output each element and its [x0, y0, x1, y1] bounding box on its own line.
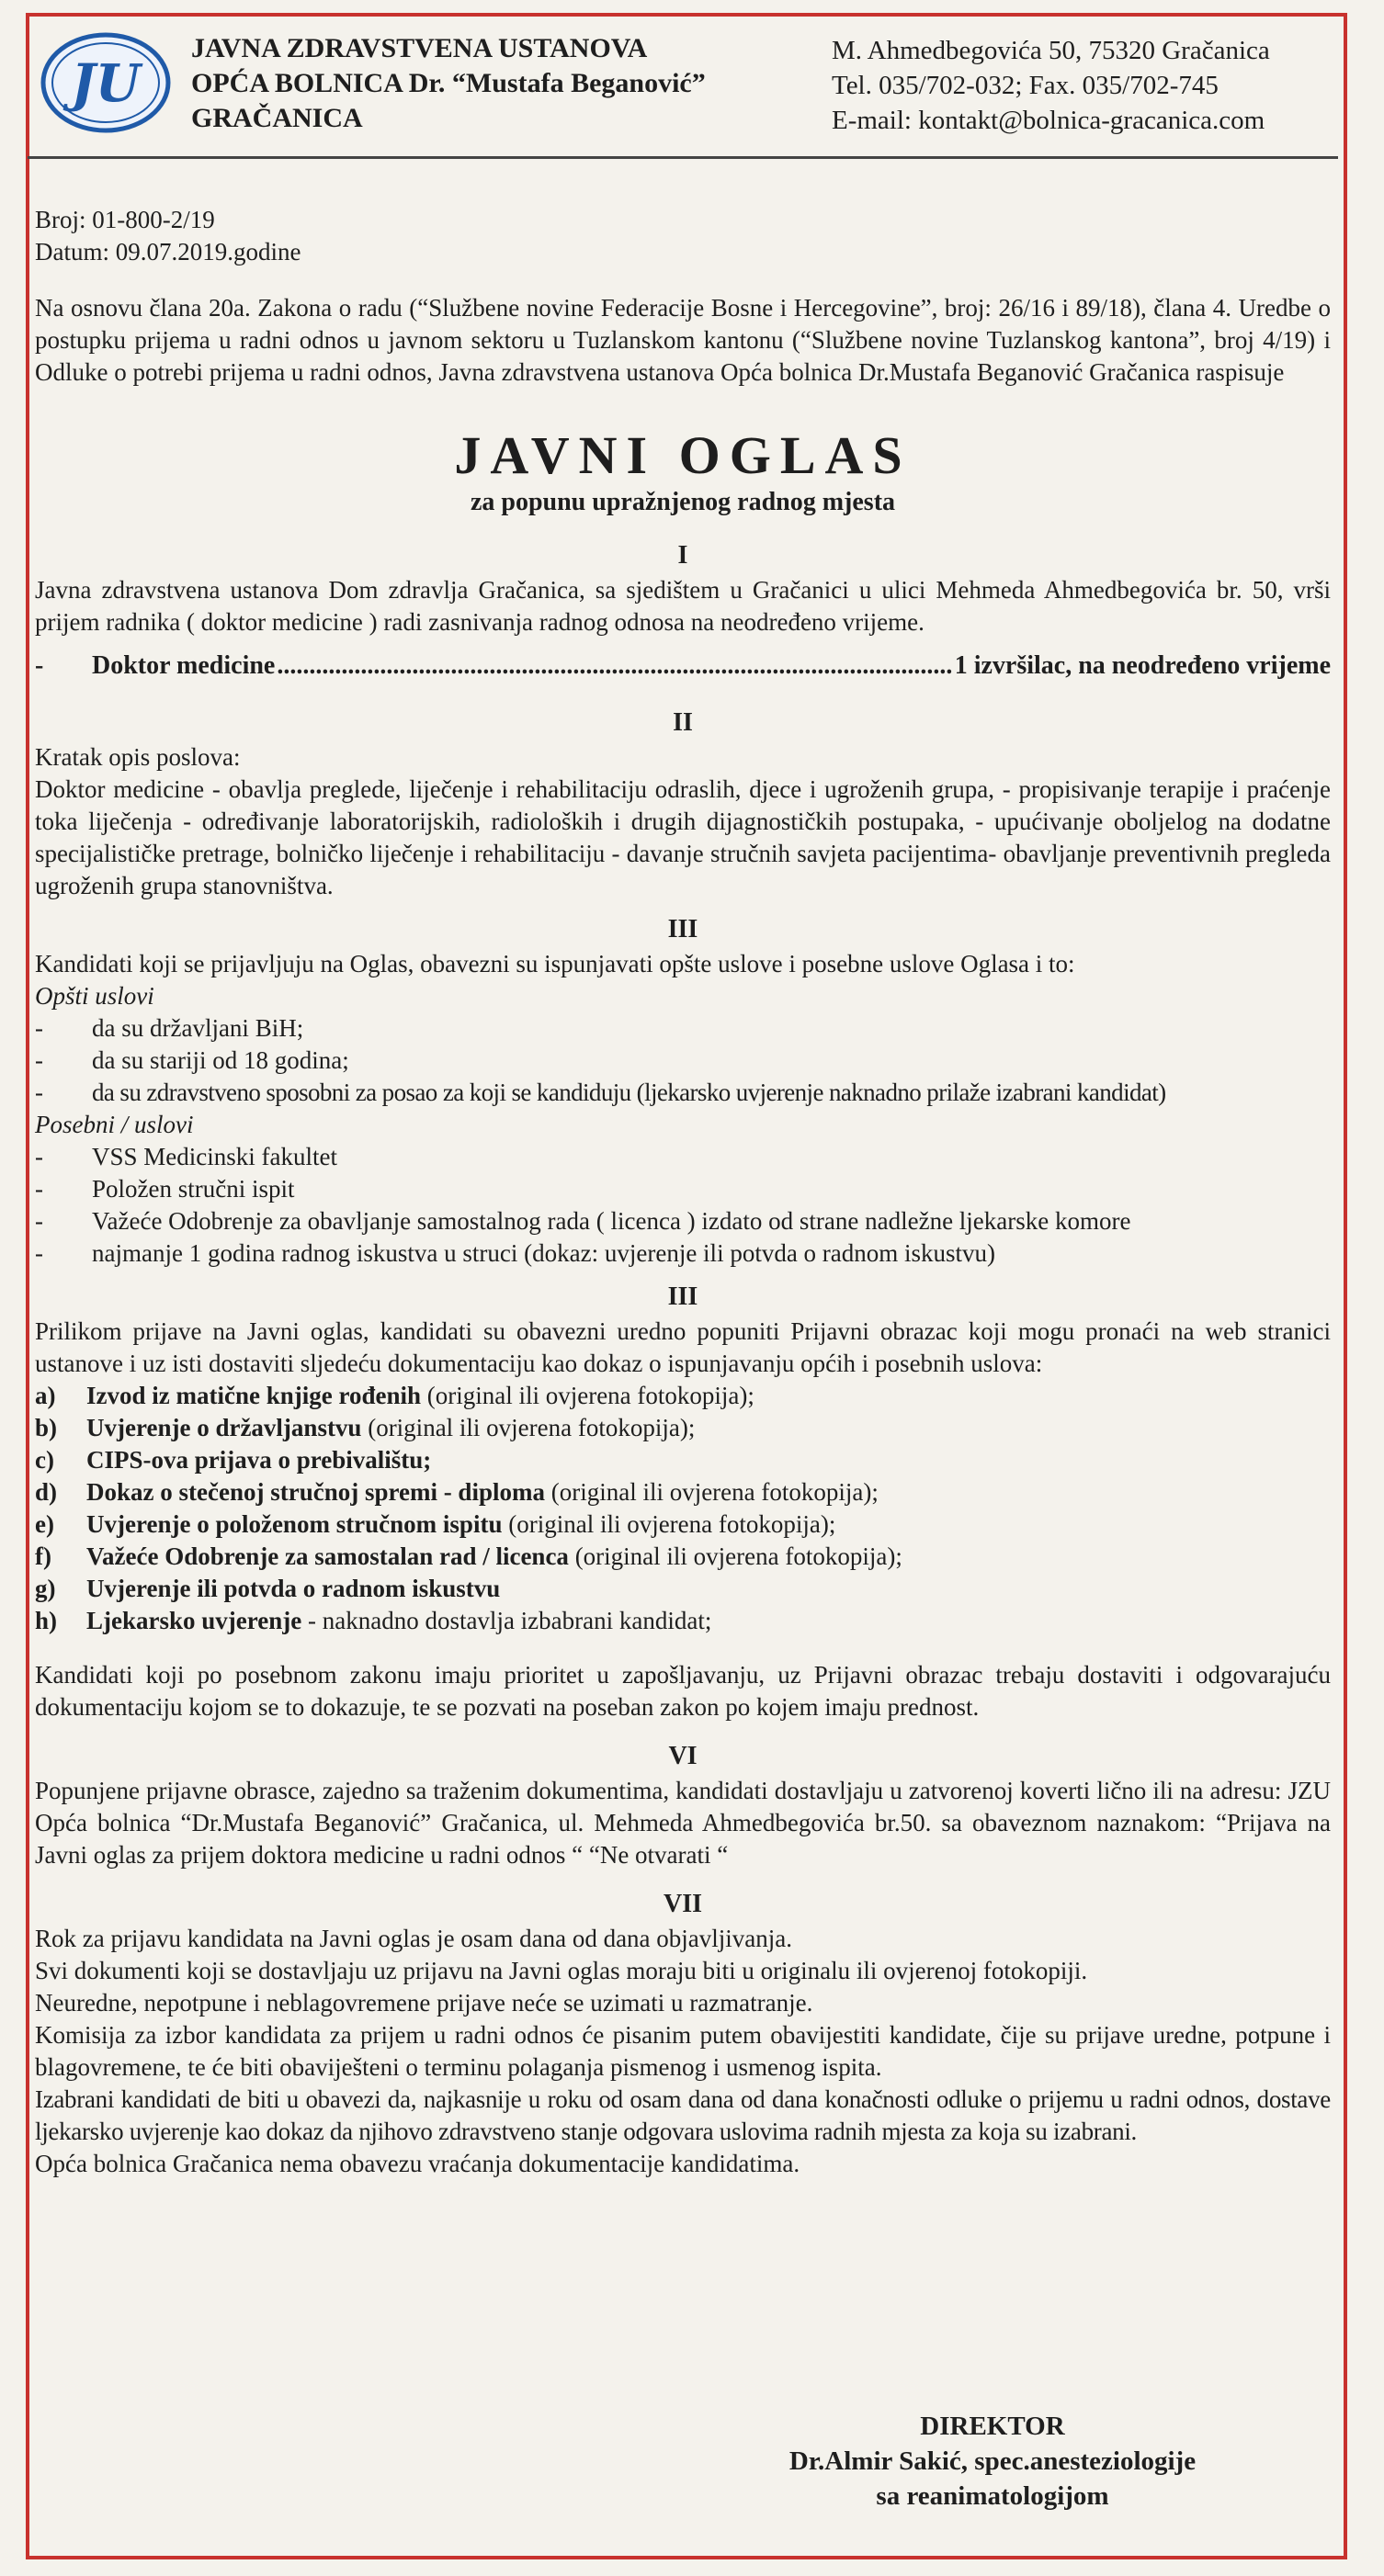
no-return-line: Opća bolnica Gračanica nema obavezu vraćanja dokumentacije kandidatima.: [35, 2150, 800, 2177]
list-item: - Položen stručni ispit: [35, 1175, 295, 1203]
list-item: - VSS Medicinski fakultet: [35, 1143, 337, 1170]
doc-date: Datum: 09.07.2019.godine: [35, 238, 301, 266]
general-conditions-heading: Opšti uslovi: [35, 982, 154, 1010]
signature-block: [754, 2409, 1231, 2514]
priority-paragraph: Kandidati koji po posebnom zakonu imaju prioritet u zapošljavanju, uz Prijavni obrazac trebaju dostaviti i odgovarajuću dokumentaciju kojom se to dokazuje, te se pozvati na poseban zakon po kojem imaju prednost.: [35, 1661, 1331, 1721]
original-docs-line: Svi dokumenti koji se dostavljaju uz prijavu na Javni oglas moraju biti u originalu ili ovjerenoj fotokopiji.: [35, 1957, 1088, 1984]
signature-role: DIREKTOR: [920, 2412, 1065, 2441]
duties-text: Doktor medicine - obavlja preglede, liječenje i rehabilitaciju odraslih, djece i ugroženih grupa, - propisivanje terapije i praćenje toka liječenja - određivanje laboratorijskih, radioloških i drugih dijagnostičkih postupaka, - upućivanje oboljelog na dodatne specijalističke pretrage, bolničko liječenje i rehabilitaciju - davanje stručnih savjeta pacijentima- obavljanje preventivnih pregleda ugroženih grupa stanovništva.: [35, 775, 1331, 899]
section-number-4: III: [667, 1282, 698, 1311]
list-item: - najmanje 1 godina radnog iskustva u struci (dokaz: uvjerenje ili potvda o radnom iskustvu): [35, 1239, 996, 1267]
signature-name: Dr.Almir Sakić, spec.anesteziologije: [788, 2446, 1197, 2476]
section-number-2: II: [673, 708, 693, 737]
list-item: - da su stariji od 18 godina;: [35, 1046, 349, 1074]
position-dash: -: [35, 651, 44, 680]
ad-body: [35, 180, 1331, 2180]
phone: Tel. 035/702-032; Fax. 035/702-745: [832, 71, 1219, 100]
section-number-3: III: [667, 915, 698, 943]
documents-intro: Prilikom prijave na Javni oglas, kandidati su obavezni uredno popuniti Prijavni obrazac koji mogu pronaći na web stranici ustanove i uz isti dostaviti sljedeću dokumentaciju kao dokaz o ispunjavanju općih i posebnih uslova:: [35, 1317, 1331, 1377]
incomplete-line: Neuredne, nepotpune i neblagovremene prijave neće se uzimati u razmatranje.: [35, 1989, 813, 2017]
address: M. Ahmedbegovića 50, 75320 Gračanica: [832, 36, 1270, 65]
deadline-line: Rok za prijavu kandidata na Javni oglas je osam dana od dana objavljivanja.: [35, 1925, 793, 1952]
document-item: h) Ljekarsko uvjerenje - naknadno dostavlja izbabrani kandidat;: [35, 1607, 712, 1634]
position-name: Doktor medicine: [92, 651, 276, 680]
submission-paragraph: Popunjene prijavne obrasce, zajedno sa traženim dokumentima, kandidati dostavljaju u zatvorenoj koverti lično ili na adresu: JZU Opća bolnica “Dr.Mustafa Beganović” Gračanica, ul. Mehmeda Ahmedbegovića br.50. sa obaveznom naznakom: “Prijava na Javni oglas za prijem doktora medicine u radni odnos “ “Ne otvarati “: [35, 1777, 1331, 1869]
section-1-text: Javna zdravstvena ustanova Dom zdravlja Gračanica, sa sjedištem u Gračanici u ulici Mehmeda Ahmedbegovića br. 50, vrši prijem radnika ( doktor medicine ) radi zasnivanja radnog odnosa na neodređeno vrijeme.: [35, 576, 1331, 636]
document-item: a) Izvod iz matične knjige rođenih (original ili ovjerena fotokopija);: [35, 1382, 754, 1409]
document-item: e) Uvjerenje o položenom stručnom ispitu (original ili ovjerena fotokopija);: [35, 1510, 836, 1538]
logo-letters: JU: [71, 53, 141, 114]
org-line-2: OPĆA BOLNICA Dr. “Mustafa Beganović”: [191, 68, 706, 98]
leader-dots: [277, 648, 952, 684]
org-line-1: JAVNA ZDRAVSTVENA USTANOVA: [191, 33, 648, 63]
org-line-3: GRAČANICA: [191, 103, 363, 133]
page-title: JAVNI OGLAS: [454, 425, 912, 485]
section-number-1: I: [677, 541, 688, 570]
list-item: - da su zdravstveno sposobni za posao za koji se kandiduju (ljekarsko uvjerenje naknadno prilaže izabrani kandidat): [35, 1079, 1166, 1106]
list-item: - da su državljani BiH;: [35, 1014, 304, 1042]
special-conditions-heading: Posebni / uslovi: [35, 1111, 194, 1138]
hospital-logo: [37, 31, 175, 134]
commission-paragraph: Komisija za izbor kandidata za prijem u radni odnos će pisanim putem obavijestiti kandidate, čije su prijave uredne, potpune i blagovremene, te će biti obaviješteni o terminu polaganja pismenog i usmenog ispita.: [35, 2021, 1331, 2081]
document-item: d) Dokaz o stečenoj stručnoj spremi - diploma (original ili ovjerena fotokopija);: [35, 1478, 879, 1506]
duties-heading: Kratak opis poslova:: [35, 743, 241, 771]
selected-candidates-paragraph: Izabrani kandidati de biti u obavezi da, najkasnije u roku od osam dana od dana konačnosti odluke o prijemu u radni odnos, dostave ljekarsko uvjerenje kao dokaz da njihovo zdravstveno stanje odgovara uslovima radnih mjesta za koja su izabrani.: [35, 2085, 1331, 2145]
section-number-6: VI: [668, 1742, 698, 1770]
contact-info: [832, 33, 1374, 138]
document-item: g) Uvjerenje ili potvda o radnom iskustvu: [35, 1575, 501, 1602]
letterhead: [28, 18, 1323, 156]
list-item: - Važeće Odobrenje za obavljanje samostalnog rada ( licenca ) izdato od strane nadležne ljekarske komore: [35, 1207, 1131, 1235]
document-item: f) Važeće Odobrenje za samostalan rad / licenca (original ili ovjerena fotokopija);: [35, 1542, 902, 1570]
header-rule: [28, 156, 1338, 159]
document-item: c) CIPS-ova prijava o prebivalištu;: [35, 1446, 432, 1474]
page-subtitle: za popunu upražnjenog radnog mjesta: [470, 488, 896, 516]
doc-number: Broj: 01-800-2/19: [35, 206, 215, 233]
org-name: [191, 31, 834, 136]
conditions-intro: Kandidati koji se prijavljuju na Oglas, obavezni su ispunjavati opšte uslove i posebne uslove Oglasa i to:: [35, 950, 1075, 977]
document-item: b) Uvjerenje o državljanstvu (original ili ovjerena fotokopija);: [35, 1414, 696, 1441]
section-number-7: VII: [663, 1890, 702, 1918]
signature-specialty: sa reanimatologijom: [876, 2481, 1109, 2511]
email[interactable]: E-mail: kontakt@bolnica-gracanica.com: [832, 106, 1265, 135]
position-line: [35, 648, 1331, 684]
position-detail: 1 izvršilac, na neodređeno vrijeme: [954, 651, 1331, 680]
intro-paragraph: Na osnovu člana 20a. Zakona o radu (“Službene novine Federacije Bosne i Hercegovine”, broj: 26/16 i 89/18), člana 4. Uredbe o postupku prijema u radni odnos u javnom sektoru u Tuzlanskom kantonu (“Službene novine Tuzlanskog kantona”, broj 4/19) i Odluke o potrebi prijema u radni odnos, Javna zdravstvena ustanova Opća bolnica Dr.Mustafa Beganović Gračanica raspisuje: [35, 294, 1331, 386]
